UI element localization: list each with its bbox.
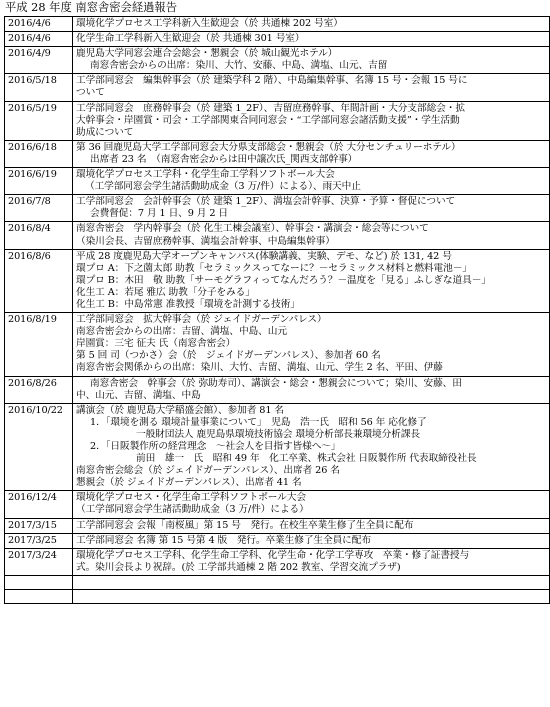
content-cell [73, 313, 550, 376]
table-row [5, 168, 550, 195]
content-line: 助成について [76, 126, 134, 138]
table-row [5, 491, 550, 518]
empty-cell [5, 589, 73, 603]
table-row [5, 518, 550, 533]
content-cell [73, 222, 550, 249]
content-line: 一般財団法人 鹿児島県環境技術協会 環境分析部長兼環境分析課長 [136, 428, 420, 440]
content-cell [73, 17, 550, 32]
content-line: （工学部同窓会学生諸活動助成金（3 万/件）による）、雨天中止 [85, 181, 361, 193]
content-line: 工学部同窓会 拡大幹事会（於 ジェイドガーデンパレス） [76, 314, 327, 326]
table-row [5, 195, 550, 222]
content-line: 大幹事会・岸園賞・司会・工学部関東合同同窓会・“工学部同窓会諸活動支援”・学生活動 [76, 114, 460, 126]
content-line: 環境化学プロセス工学科、化学生命工学科、化学生命・化学工学専攻 卒業・修了証書授与 [76, 549, 470, 561]
table-row [5, 249, 550, 312]
content-line: 2．「日阪製作所の経営理念 ～社会人を目指す皆様へ～」 [90, 441, 341, 452]
content-line: 前田 雄一 氏 昭和 49 年 化工卒業、株式会社 日阪製作所 代表取締役社長 [136, 453, 477, 465]
content-cell [73, 32, 550, 47]
date-cell: 2016/5/19 [5, 101, 73, 140]
table-row [5, 403, 550, 491]
empty-cell [5, 575, 73, 589]
content-cell [73, 518, 550, 533]
table-row [5, 533, 550, 548]
date-cell: 2016/6/19 [5, 168, 73, 195]
content-line: 工学部同窓会 会報「南桜風」第 15 号 発行。在校生卒業生修了生全員に配布 [76, 519, 414, 531]
content-cell [73, 249, 550, 312]
content-line: 化学生命工学科新入生歓迎会（於 共通棟 301 号室） [76, 33, 305, 45]
date-cell: 2017/3/24 [5, 548, 73, 575]
content-line: （染川会長、吉留庶務幹事、満塩会計幹事、中島編集幹事） [76, 235, 335, 247]
content-line: 工学部同窓会 庶務幹事会（於 建築 1_2F）、吉留庶務幹事、年間計画・大分支部総会・拡 [76, 102, 465, 114]
content-cell [73, 403, 550, 491]
table-row [5, 222, 550, 249]
content-line: 環境化学プロセス・化学生命工学科ソフトボール大会 [76, 492, 306, 504]
date-cell: 2016/8/19 [5, 313, 73, 376]
content-line: 南窓舎密会 学内幹事会（於 化生工棟会議室）、幹事会・講演会・総会等について [76, 223, 429, 235]
content-cell [73, 101, 550, 140]
date-cell: 2016/10/22 [5, 403, 73, 491]
table-row [5, 32, 550, 47]
content-cell [73, 168, 550, 195]
content-line: 鹿児島大学同窓会連合会総会・懇親会（於 城山観光ホテル） [76, 48, 338, 60]
content-line: 環境化学プロセス工学科新入生歓迎会（於 共通棟 202 号室） [76, 18, 343, 29]
date-cell: 2016/4/6 [5, 32, 73, 47]
content-line: 化生工 B：中島常憲 准教授「環境を計測する技術」 [76, 298, 300, 310]
date-cell: 2016/6/18 [5, 140, 73, 167]
content-line: 環境化学プロセス工学科・化学生命工学科ソフトボール大会 [76, 169, 335, 181]
content-cell [73, 376, 550, 403]
content-line: 懇親会（於 ジェイドガーデンパレス）、出席者 41 名 [76, 477, 302, 489]
content-line: 南窓舎密会からの出席：染川、大竹、安藤、中島、満塩、山元、吉留 [90, 60, 388, 72]
table-row [5, 140, 550, 167]
content-line: 1．「環境を測る 環境計量事業について」 児島 浩一氏 昭和 56 年 応化修了 [90, 416, 427, 428]
table-row [5, 101, 550, 140]
content-line: 岸園賞：三宅 征夫 氏（南窓舎密会） [76, 338, 236, 350]
content-cell [73, 491, 550, 518]
content-line: 化生工 A：若尾 雅広 助教「分子をみる」 [76, 286, 255, 298]
date-cell: 2016/8/4 [5, 222, 73, 249]
content-cell [73, 533, 550, 548]
content-line: 第 36 回鹿児島大学工学部同窓会大分県支部総会・懇親会（於 大分センチュリーホテル） [76, 141, 461, 153]
content-line: 講演会（於 鹿児島大学稲盛会館）、参加者 81 名 [76, 404, 284, 416]
content-line: 南窓舎密会関係からの出席：染川、大竹、吉留、満塩、山元、学生 2 名、平田、伊藤 [76, 362, 443, 374]
content-cell [73, 195, 550, 222]
content-line: ついて [76, 87, 105, 99]
date-cell: 2016/4/6 [5, 17, 73, 32]
date-cell: 2016/5/18 [5, 74, 73, 101]
date-cell: 2017/3/15 [5, 518, 73, 533]
date-cell: 2016/7/8 [5, 195, 73, 222]
date-cell: 2016/4/9 [5, 47, 73, 74]
date-cell: 2016/12/4 [5, 491, 73, 518]
content-line: 工学部同窓会 会計幹事会（於 建築 1_2F）、満塩会計幹事、決算・予算・督促について [76, 196, 456, 208]
content-cell [73, 74, 550, 101]
report-table [4, 16, 550, 604]
empty-row [5, 589, 550, 603]
date-cell: 2016/8/26 [5, 376, 73, 403]
content-line: 南窓舎密会からの出席：吉留、満塩、中島、山元 [76, 326, 287, 338]
empty-cell [73, 589, 550, 603]
content-line: （工学部同窓会学生諸活動助成金（3 万/件）による） [76, 504, 309, 516]
content-line: 式。染川会長より祝辞。(於 工学部共通棟 2 階 202 教室、学習交流プラザ) [76, 561, 401, 573]
content-line: 環プロ A：下之薗太郎 助教「セラミックスってなーに？－セラミックス材料と燃料電池－」 [76, 262, 472, 274]
content-line: 会費督促：7 月 1 日、9 月 2 日 [90, 208, 229, 220]
content-cell [73, 140, 550, 167]
table-row [5, 376, 550, 403]
content-line: 平成 28 度鹿児島大学オープンキャンパス(体験講義、実験、デモ、など) 於 131, 42 号 [76, 250, 452, 262]
date-cell: 2016/8/6 [5, 249, 73, 312]
content-cell [73, 47, 550, 74]
content-line: 南窓舎密会 幹事会（於 弥助寿司）、講演会・総会・懇親会について；染川、安藤、田 [90, 377, 462, 389]
content-line: 工学部同窓会 名簿 第 15 号第 4 版 発行。卒業生修了生全員に配布 [76, 534, 371, 546]
content-cell [73, 548, 550, 575]
table-row [5, 17, 550, 32]
date-cell: 2017/3/25 [5, 533, 73, 548]
table-row [5, 548, 550, 575]
table-row [5, 47, 550, 74]
page-title: 平成 28 年度 南窓舎密会経過報告 [5, 1, 178, 14]
empty-cell [73, 575, 550, 589]
table-row [5, 313, 550, 376]
content-line: 南窓舎密会総会（於 ジェイドガーデンパレス）、出席者 26 名 [76, 465, 340, 477]
content-line: 環プロ B：木田 敬 助教「サーモグラフィってなんだろう？－温度を「見る」ふしぎな道具－」 [76, 274, 491, 286]
table-row [5, 74, 550, 101]
content-line: 中、山元、吉留、満塩、中島 [76, 389, 201, 401]
content-line: 出席者 23 名 （南窓舎密会からは田中譲次氏_関西支部幹事） [90, 153, 358, 165]
empty-row [5, 575, 550, 589]
content-line: 工学部同窓会 編集幹事会（於 建築学科 2 階）、中島編集幹事、名簿 15 号・会報 15 号に [76, 75, 468, 87]
content-line: 第 5 回 司（つかさ）会（於 ジェイドガーデンパレス）、参加者 60 名 [76, 350, 381, 362]
